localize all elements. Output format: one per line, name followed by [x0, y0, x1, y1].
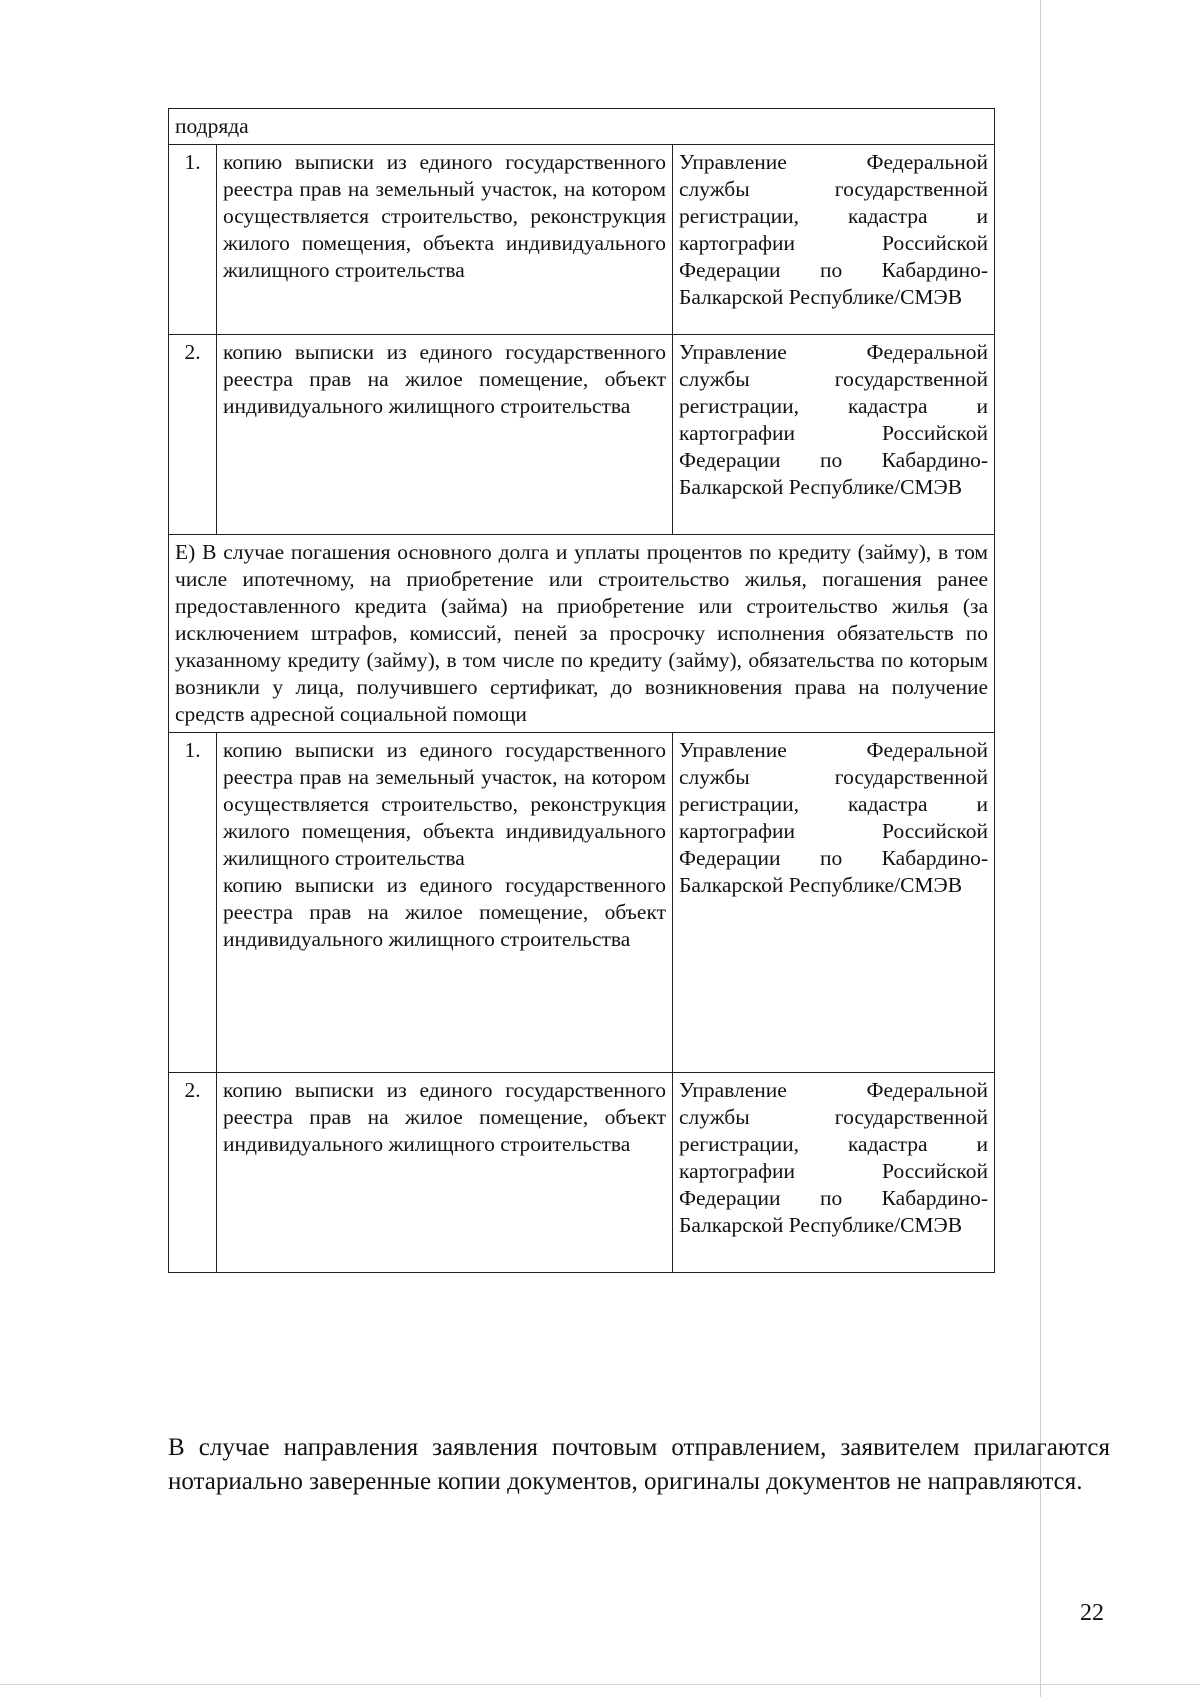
- table-row: [169, 335, 995, 535]
- section-e-row: [169, 535, 995, 733]
- section-e-text: Е) В случае погашения основного долга и уплаты процентов по кредиту (займу), в том числе ипотечному, на приобретение или строительство жилья, погашения ранее предоставленного кредита (займа) на приобретение или строительство жилья (за исключением штрафов, комиссий, пеней за просрочку исполнения обязательств по указанному кредиту (займу), в том числе по кредиту (займу), обязательства по которым возникли у лица, получившего сертификат, до возникновения права на получение средств адресной социальной помощи: [169, 535, 995, 733]
- agency-cell: Управление Федеральной службы государственной регистрации, кадастра и картографии Российской Федерации по Кабардино-Балкарской Республике/СМЭВ: [673, 335, 995, 535]
- scan-edge-horizontal: [0, 1684, 1200, 1685]
- agency-cell: Управление Федеральной службы государственной регистрации, кадастра и картографии Российской Федерации по Кабардино-Балкарской Республике/СМЭВ: [673, 145, 995, 335]
- agency-cell: Управление Федеральной службы государственной регистрации, кадастра и картографии Российской Федерации по Кабардино-Балкарской Республике/СМЭВ: [673, 733, 995, 1073]
- document-text-land: копию выписки из единого государственного реестра прав на земельный участок, на котором осуществляется строительство, реконструкция жилого помещения, объекта индивидуального жилищного строительства: [223, 738, 666, 870]
- table-row: [169, 733, 995, 1073]
- table-row: [169, 145, 995, 335]
- header-cell: подряда: [169, 109, 995, 145]
- documents-table: [168, 108, 995, 1273]
- document-cell: [217, 733, 673, 1073]
- row-number: 2.: [169, 1073, 217, 1273]
- document-text-dwelling: копию выписки из единого государственного реестра прав на жилое помещение, объект индивидуального жилищного строительства: [223, 873, 666, 951]
- agency-cell: Управление Федеральной службы государственной регистрации, кадастра и картографии Российской Федерации по Кабардино-Балкарской Республике/СМЭВ: [673, 1073, 995, 1273]
- table-row: [169, 1073, 995, 1273]
- row-number: 1.: [169, 733, 217, 1073]
- table-header-row: [169, 109, 995, 145]
- row-number: 1.: [169, 145, 217, 335]
- closing-paragraph: В случае направления заявления почтовым отправлением, заявителем прилагаются нотариально заверенные копии документов, оригиналы документов не направляются.: [168, 1434, 1110, 1495]
- page-number: 22: [1080, 1600, 1104, 1626]
- row-number: 2.: [169, 335, 217, 535]
- document-cell: копию выписки из единого государственного реестра прав на жилое помещение, объект индивидуального жилищного строительства: [217, 335, 673, 535]
- document-cell: копию выписки из единого государственного реестра прав на жилое помещение, объект индивидуального жилищного строительства: [217, 1073, 673, 1273]
- document-cell: копию выписки из единого государственного реестра прав на земельный участок, на котором осуществляется строительство, реконструкция жилого помещения, объекта индивидуального жилищного строительства: [217, 145, 673, 335]
